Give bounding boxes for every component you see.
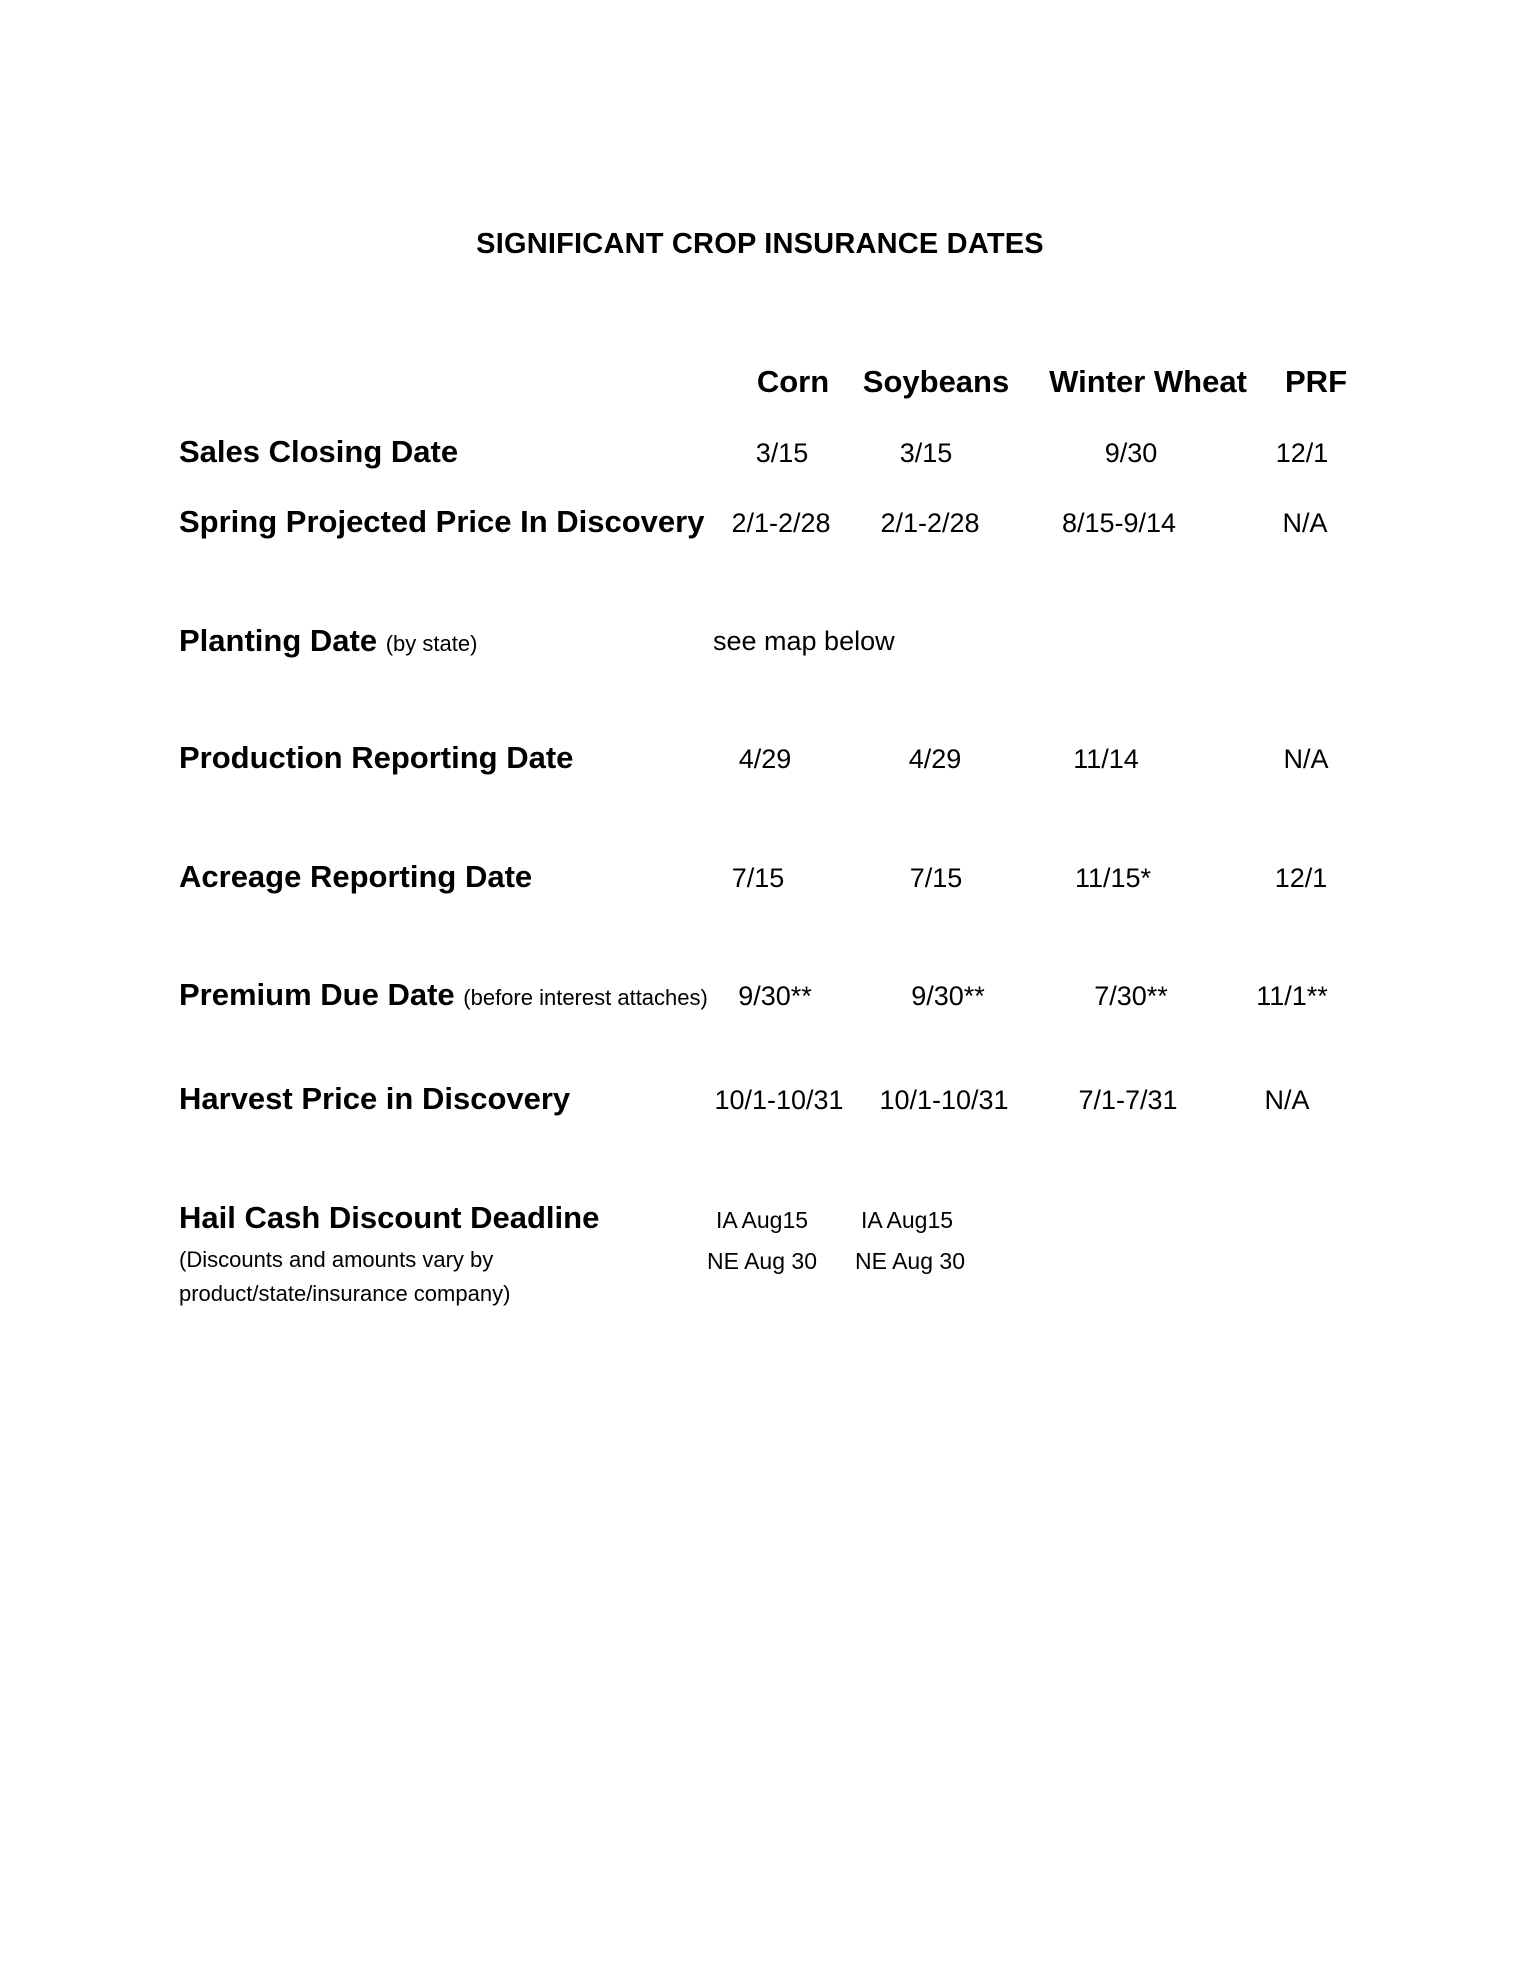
hail-cash-soybeans-ne: NE Aug 30 [855, 1248, 965, 1274]
spring-price-soybeans: 2/1-2/28 [880, 508, 980, 538]
sales-closing-prf: 12/1 [1275, 438, 1329, 468]
sales-closing-winter-wheat: 9/30 [1104, 438, 1158, 468]
hail-cash-corn-ne: NE Aug 30 [707, 1248, 817, 1274]
acreage-reporting-soybeans: 7/15 [909, 863, 963, 893]
hail-cash-note: (Discounts and amounts vary by product/state/insurance company) [179, 1247, 511, 1306]
document-title: SIGNIFICANT CROP INSURANCE DATES [476, 228, 1044, 260]
acreage-reporting-corn: 7/15 [731, 863, 785, 893]
row-label-production-reporting: Production Reporting Date [179, 740, 574, 775]
harvest-price-prf: N/A [1264, 1085, 1310, 1115]
row-label-spring-price: Spring Projected Price In Discovery [179, 504, 705, 539]
column-header-soybeans: Soybeans [862, 364, 1010, 399]
row-label-premium-due [179, 979, 708, 1010]
planting-value: see map below [713, 626, 895, 656]
row-label-planting [179, 625, 477, 656]
row-label-harvest-price: Harvest Price in Discovery [179, 1081, 571, 1116]
premium-due-label: Premium Due Date [179, 977, 455, 1012]
premium-due-corn: 9/30** [738, 981, 812, 1011]
production-reporting-soybeans: 4/29 [908, 744, 962, 774]
sales-closing-soybeans: 3/15 [899, 438, 953, 468]
acreage-reporting-winter-wheat: 11/15* [1074, 863, 1152, 893]
spring-price-winter-wheat: 8/15-9/14 [1061, 508, 1177, 538]
row-label-hail-cash: Hail Cash Discount Deadline [179, 1200, 600, 1235]
premium-due-winter-wheat: 7/30** [1094, 981, 1168, 1011]
column-header-winter-wheat: Winter Wheat [1049, 364, 1247, 399]
spring-price-corn: 2/1-2/28 [731, 508, 831, 538]
row-label-sales-closing: Sales Closing Date [179, 434, 459, 469]
acreage-reporting-prf: 12/1 [1274, 863, 1328, 893]
hail-cash-soybeans-ia: IA Aug15 [860, 1207, 954, 1233]
sales-closing-corn: 3/15 [755, 438, 809, 468]
harvest-price-corn: 10/1-10/31 [714, 1085, 844, 1115]
column-header-corn: Corn [756, 364, 830, 399]
premium-due-prf: 11/1** [1256, 981, 1328, 1011]
premium-due-soybeans: 9/30** [911, 981, 985, 1011]
planting-label: Planting Date [179, 623, 378, 658]
planting-qualifier: (by state) [385, 631, 478, 656]
spring-price-prf: N/A [1282, 508, 1328, 538]
row-label-acreage-reporting: Acreage Reporting Date [179, 859, 533, 894]
column-header-prf: PRF [1285, 364, 1347, 399]
harvest-price-soybeans: 10/1-10/31 [879, 1085, 1009, 1115]
production-reporting-winter-wheat: 11/14 [1073, 744, 1139, 774]
premium-due-qualifier: (before interest attaches) [463, 985, 708, 1010]
harvest-price-winter-wheat: 7/1-7/31 [1078, 1085, 1178, 1115]
hail-cash-corn-ia: IA Aug15 [715, 1207, 809, 1233]
production-reporting-corn: 4/29 [738, 744, 792, 774]
production-reporting-prf: N/A [1283, 744, 1329, 774]
